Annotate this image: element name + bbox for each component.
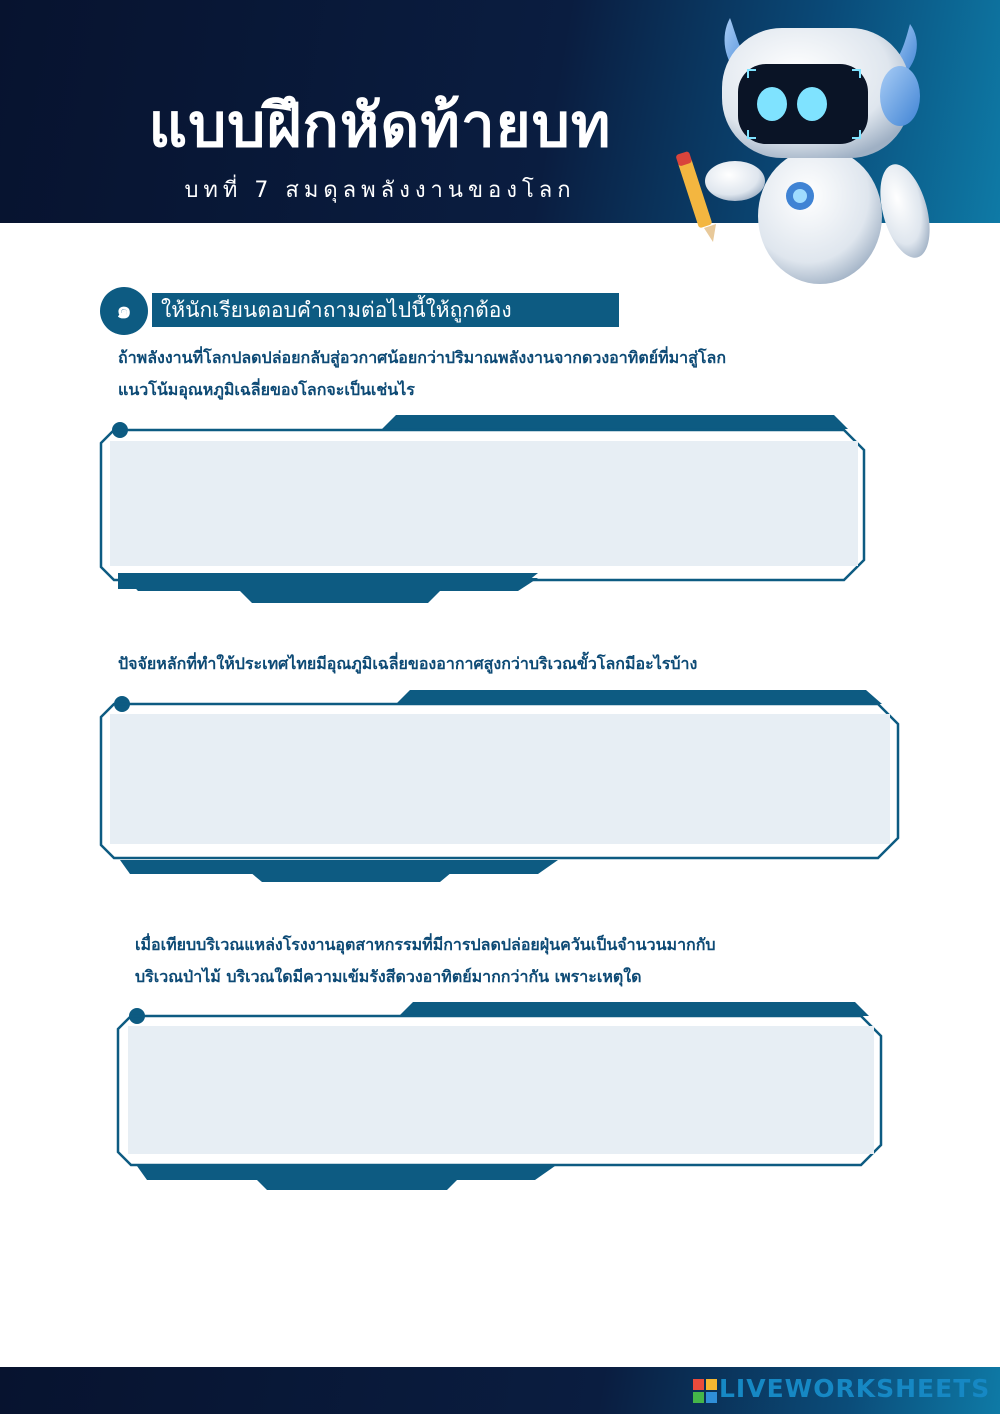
question-1-line-2: แนวโน้มอุณหภูมิเฉลี่ยของโลกจะเป็นเช่นไร: [118, 380, 415, 399]
question-3-line-1: เมื่อเทียบบริเวณแหล่งโรงงานอุตสาหกรรมที่มีการปลดปล่อยฝุ่นควันเป็นจำนวนมากกับ: [135, 935, 716, 954]
answer-input-3[interactable]: [128, 1026, 874, 1154]
question-1-text: [118, 342, 726, 406]
robot-illustration: [660, 6, 960, 286]
page-title: แบบฝึกหัดท้ายบท: [148, 91, 612, 161]
question-2-text: [118, 648, 697, 680]
page-subtitle: บทที่ 7 สมดุลพลังงานของโลก: [184, 178, 576, 203]
question-3-line-2: บริเวณป่าไม้ บริเวณใดมีความเข้มรังสีดวงอาทิตย์มากกว่ากัน เพราะเหตุใด: [135, 967, 642, 986]
section-number-badge: ๑: [100, 287, 148, 335]
answer-input-2[interactable]: [110, 714, 890, 844]
question-2-line-1: ปัจจัยหลักที่ทำให้ประเทศไทยมีอุณภูมิเฉลี่ยของอากาศสูงกว่าบริเวณขั้วโลกมีอะไรบ้าง: [118, 654, 698, 673]
liveworksheets-logo-icon: [693, 1379, 717, 1403]
footer-bar: [0, 1367, 1000, 1414]
liveworksheets-brand[interactable]: LIVEWORKSHEETS: [719, 1374, 991, 1403]
question-3-text: [135, 929, 716, 993]
question-1-line-1: ถ้าพลังงานที่โลกปลดปล่อยกลับสู่อวกาศน้อยกว่าปริมาณพลังงานจากดวงอาทิตย์ที่มาสู่โลก: [118, 348, 727, 367]
section-instruction: ให้นักเรียนตอบคำถามต่อไปนี้ให้ถูกต้อง: [152, 293, 619, 327]
answer-input-1[interactable]: [110, 441, 858, 566]
